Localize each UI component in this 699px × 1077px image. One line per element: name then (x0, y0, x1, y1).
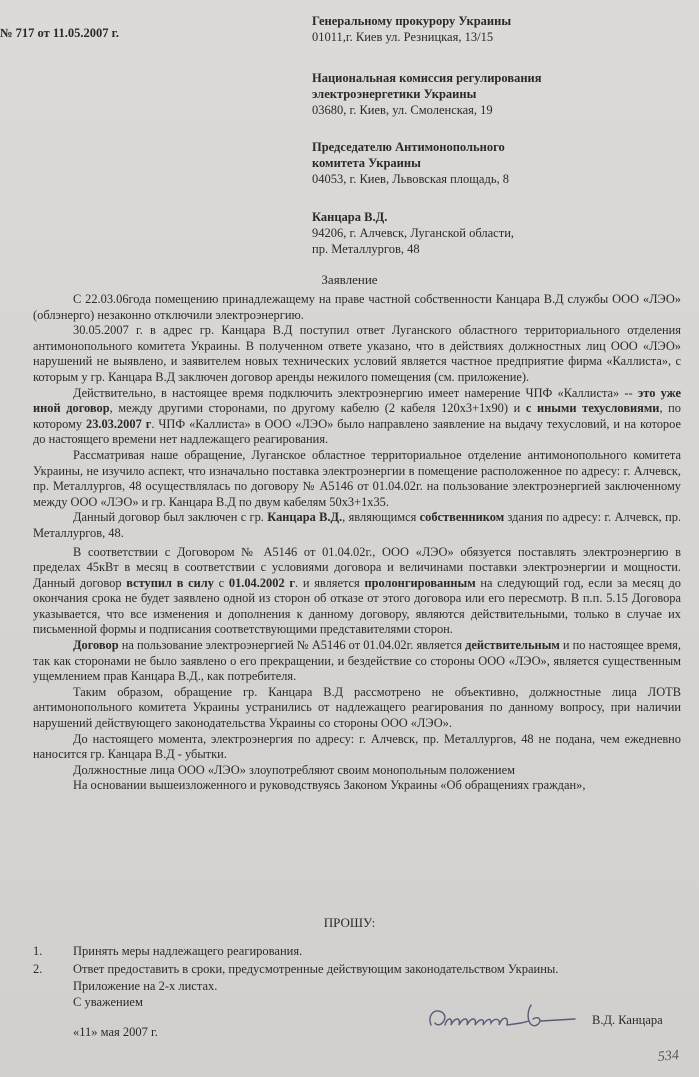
sender-address: 94206, г. Алчевск, Луганской области, (312, 226, 515, 240)
recipient-prosecutor (312, 13, 511, 45)
recipient-title: Председателю Антимонопольного (312, 140, 505, 154)
recipient-title: электроэнергетики Украины (312, 87, 477, 101)
paragraph: На основании вышеизложенного и руководствуясь Законом Украины «Об обращениях граждан», (73, 778, 586, 793)
recipient-title: комитета Украины (312, 156, 421, 170)
request-item: 1. Принять меры надлежащего реагирования. (33, 944, 303, 958)
request-heading: ПРОШУ: (323, 915, 376, 930)
closing: С уважением (73, 995, 143, 1009)
paragraph: Рассматривая наше обращение, Луганское областное территориальное отделение антимонопольного комитета Украины, не изучило аспект, что изначально поставка электроэнергии в помещение расположенное по адресу: г. Алчевск, пр. Металлургов, 48 осуществлялась по договору № А5146 от 01.04.02г. на пользование электроэнергией заключенному между ООО «ЛЭО» и гр. Канцара В.Д по двум кабелям 50х3+1х35. (33, 447, 681, 509)
document-body (33, 292, 681, 794)
recipient-address: 01011,г. Киев ул. Резницкая, 13/15 (312, 30, 494, 44)
request-item: 2. Ответ предоставить в сроки, предусмотренные действующим законодательством Украины. (33, 962, 559, 976)
paragraph: В соответствии с Договором № А5146 от 01.04.02г., ООО «ЛЭО» обязуется поставлять электроэнергию в пределах 45кВт в месяц в соответствии с условиями договора и величинами поставки электроэнергии и мощности. Данный договор вступил в силу с 01.04.2002 г. и является пролонгированным на следующий год, если за месяц до окончания срока не будет заявлено одной из сторон об отказе от этого договора или его пересмотр. В п.п. 5.15 Договора указывается, что все изменения и дополнения к данному договору, являются действительными, только в случае их письменной формы и подписания соответствующими представителями сторон. (33, 544, 681, 637)
paragraph: Данный договор был заключен с гр. Канцара В.Д., являющимся собственником здания по адресу: г. Алчевск, пр. Металлургов, 48. (33, 510, 681, 540)
document-title: Заявление (321, 272, 378, 287)
recipient-title: Генеральному прокурору Украины (312, 14, 512, 28)
recipient-address: 03680, г. Киев, ул. Смоленская, 19 (312, 103, 493, 117)
sender-block (312, 209, 514, 257)
recipient-energy-commission (312, 70, 542, 118)
sender-name: Канцара В.Д. (312, 210, 388, 224)
sender-address: пр. Металлургов, 48 (312, 242, 420, 256)
reference-number: № 717 от 11.05.2007 г. (0, 26, 119, 40)
paragraph: Таким образом, обращение гр. Канцара В.Д рассмотрено не объективно, должностные лица ЛОТВ антимонопольного комитета Украины устранились от надлежащего реагирования по данному вопросу, при наличии нарушений действующего законодательства Украины со стороны ООО «ЛЭО». (33, 684, 681, 731)
paragraph: 30.05.2007 г. в адрес гр. Канцара В.Д поступил ответ Луганского областного территориального отделения антимонопольного комитета Украины. В полученном ответе указано, что в действиях должностных лиц ООО «ЛЭО» нарушений не выявлено, и заявителем новых технических условий является частное предприятие фирма «Каллиста», с которым у гр. Канцара В.Д заключен договор аренды нежилого помещения (см. приложение). (33, 323, 681, 384)
paragraph: Договор на пользование электроэнергией № А5146 от 01.04.02г. является действительным и по настоящее время, так как сторонами не было заявлено о его прекращении, и бездействие со стороны ООО «ЛЭО», является существенным ущемлением прав Канцара В.Д., как потребителя. (33, 638, 681, 684)
date: «11» мая 2007 г. (73, 1025, 158, 1039)
recipient-antimonopoly (312, 139, 509, 187)
paragraph: Должностные лица ООО «ЛЭО» злоупотребляют своим монопольным положением (73, 762, 515, 777)
recipient-address: 04053, г. Киев, Львовская площадь, 8 (312, 172, 510, 186)
paragraph: Действительно, в настоящее время подключить электроэнергию имеет намерение ЧПФ «Каллиста» -- это уже иной договор, между другими сторонами, по другому кабелю (2 кабеля 120х3+1х90) и с иными техусловиями, по которому 23.03.2007 г. ЧПФ «Каллиста» в ООО «ЛЭО» было направлено заявление на выдачу техусловий, и на которое до настоящего времени нет надлежащего реагирования. (33, 385, 681, 447)
annex-note: Приложение на 2-х листах. (73, 979, 218, 993)
signature-name: В.Д. Канцара (592, 1013, 663, 1027)
handwritten-signature (425, 995, 590, 1045)
recipient-title: Национальная комиссия регулирования (312, 71, 542, 85)
paragraph: До настоящего момента, электроэнергия по адресу: г. Алчевск, пр. Металлургов, 48 не подана, чем ежедневно наносится гр. Канцара В.Д - убытки. (33, 731, 681, 762)
page-mark: 534 (657, 1048, 680, 1065)
paragraph: С 22.03.06года помещению принадлежащему на праве частной собственности Канцара В.Д службы ООО «ЛЭО» (облэнерго) незаконно отключили электроэнергию. (33, 292, 681, 322)
